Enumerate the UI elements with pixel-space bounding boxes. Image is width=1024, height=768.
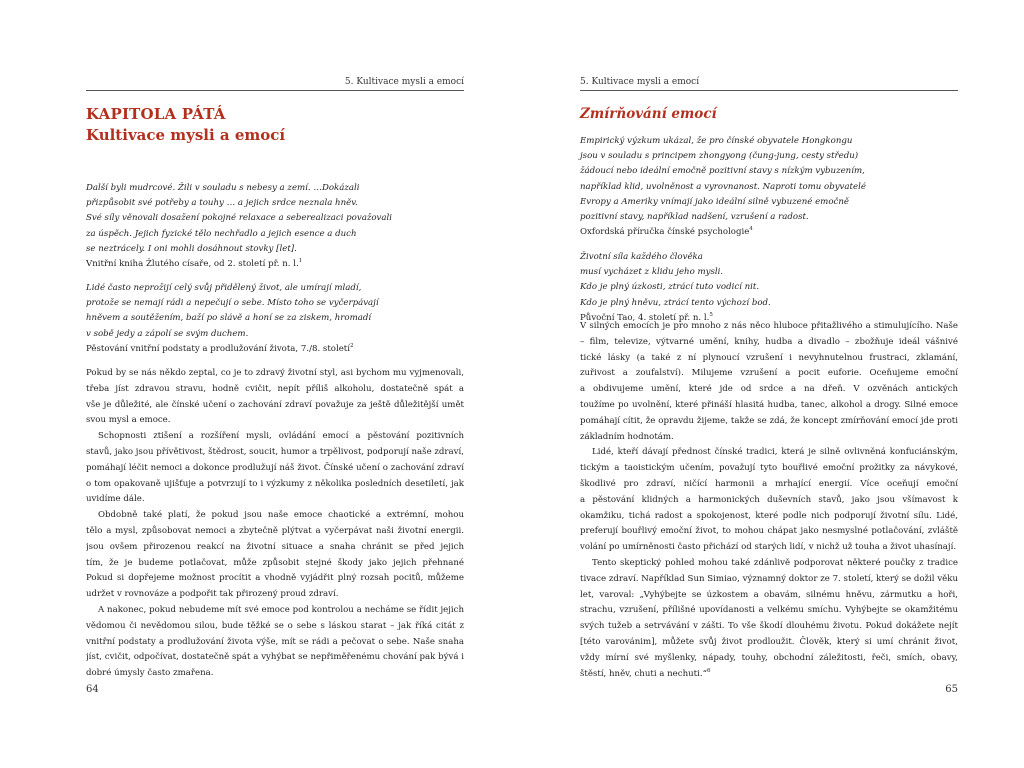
body-line: tické lásky (a také z ní plynoucí vzrušení i nevyhnutelnou frustraci, zklamání,: [580, 352, 958, 363]
section-title: Zmírňování emocí: [580, 106, 717, 122]
epigraph-line: Kdo je plný hněvu, ztrácí tento výchozí bod.: [580, 297, 771, 308]
body-line: dobré úmysly často zmařena.: [86, 668, 214, 679]
body-line: zuřivost a zoufalství). Milujeme vzrušení a pocit euforie. Oceňujeme emoční: [580, 368, 958, 379]
body-line: volání po umírněnosti často přichází od starých lidí, v nichž už touha a život uhasínají.: [580, 542, 957, 553]
epigraph-line: přizpůsobit své potřeby a touhy … a jejich srdce neznala hněv.: [86, 198, 358, 209]
epigraph-1-source: Vnitřní kniha Žlutého císaře, od 2. století př. n. l.$^1$: [86, 258, 303, 270]
body-text: [580, 319, 958, 682]
body-line: tivace zdraví. Například Sun Simiao, významný doktor ze 7. století, který se dožil věku: [580, 573, 958, 584]
body-line: jíst, cvičit, odpočívat, dostatečně spát a vyhýbat se nepřiměřenému chování pak bývá i: [86, 652, 464, 663]
body-line: a pěstování klidných a harmonických duševních stavů, jako jsou všímavost k: [580, 494, 958, 505]
epigraph-line: za úspěch. Jejich fyzické tělo nechřadlo a jejich esence a duch: [86, 228, 357, 239]
right-page: [580, 0, 958, 768]
running-head: 5. Kultivace mysli a emocí: [86, 76, 464, 91]
body-line: svých tužeb a setrvávání v zášti. To vše škodí dlouhému životu. Pokud dokážete nejít: [580, 621, 958, 632]
body-line: svou mysl a emoce.: [86, 415, 171, 426]
epigraph-line: musí vycházet z klidu jeho mysli.: [580, 267, 724, 278]
body-line: Lidé, kteří dávají přednost čínské tradici, která je silně ovlivněná konfuciánským,: [592, 447, 958, 458]
body-line: o tom opakovaně ujišťuje a potvrzují to i výzkumy z několika posledních desetiletí, jak: [86, 478, 464, 489]
body-line: a obdivujeme umění, které jde od srdce a na dřeň. V ozvěnách antických: [580, 384, 958, 395]
chapter-label: KAPITOLA PÁTÁ: [86, 105, 226, 123]
body-line: vše je důležité, ale čínské učení o zachování zdraví považuje za ještě důležitější umět: [86, 399, 464, 410]
body-line: toužíme po uvolnění, které přináší hlasitá hudba, tanec, alkohol a drogy. Silné emoce: [580, 399, 958, 410]
body-line: V silných emocích je pro mnoho z nás něco hluboce přitažlivého a stimulujícího. Naše: [580, 321, 958, 331]
running-head: 5. Kultivace mysli a emocí: [580, 76, 958, 91]
body-line: okamžiku, tichá radost a spokojenost, které podle nich podporují životní sílu. Lidé,: [580, 510, 958, 521]
body-line: A nakonec, pokud nebudeme mít své emoce pod kontrolou a necháme se řídit jejich: [98, 604, 464, 615]
chapter-title: Kultivace mysli a emocí: [86, 126, 286, 144]
epigraph-2: [580, 250, 958, 326]
body-line: Pokud si dopřejeme možnost procítit a vhodně vyjádřit plný rozsah pocitů, můžeme: [86, 573, 464, 584]
body-text: [86, 366, 464, 682]
epigraph-1-source: Oxfordská příručka čínské psychologie$^4$: [580, 226, 753, 238]
page-number: 65: [945, 684, 958, 695]
epigraph-line: Kdo je plný úzkosti, ztrácí tuto vodicí nit.: [580, 282, 760, 293]
page-number: 64: [86, 684, 99, 695]
body-line: tím, že je budeme potlačovat, může způsobit stejné škody jako jejich přehnané: [86, 557, 464, 568]
body-line: – film, televize, výtvarné umění, knihy, hudba a divadlo – zbožňuje ideál vášnivé: [580, 336, 958, 347]
body-line: Obdobně také platí, že pokud jsou naše emoce chaotické a extrémní, mohou: [98, 510, 464, 521]
body-line: pomáhají cítit, že opravdu žijeme, takže se zdá, že koncept zmírňování emocí jde proti: [580, 415, 958, 426]
epigraph-2-source: Půvoční Tao, 4. století př. n. l.$^5$: [580, 311, 713, 323]
epigraph-line: Evropy a Ameriky vnímají jako ideální silně vybuzené emočně: [580, 196, 849, 207]
body-line: stavů, jako jsou přívětivost, štědrost, soucit, humor a trpělivost, podporují naše zdraví,: [86, 446, 464, 457]
epigraph-line: v sobě jedy a zápolí se svým duchem.: [86, 328, 249, 339]
body-line: třeba jíst zdravou stravu, hodně cvičit, nepít příliš alkoholu, dostatečně spát a: [86, 383, 464, 394]
epigraph-line: Další byli mudrcové. Žili v souladu s nebesy a zemí. …Dokázali: [86, 183, 360, 193]
epigraph-line: se neztrácely. I oni mohli dosáhnout stovky [let].: [86, 243, 297, 254]
epigraph-line: hněvem a soutěžením, baží po slávě a honí se za ziskem, hromadí: [86, 313, 372, 324]
epigraph-line: Své síly věnovali dosažení pokojné relaxace a seberealizaci považovali: [86, 213, 393, 224]
body-line: základním hodnotám.: [580, 431, 674, 442]
body-line: preferují bouřlivý emoční život, to mohou chápat jako nesmyslné potlačování, zvláště: [580, 526, 958, 537]
body-line: uvidíme dále.: [86, 494, 145, 505]
body-line: vnitřní podstaty a prodlužování života výše, mít se rádi a pečovat o sebe. Naše snaha: [86, 636, 464, 647]
epigraph-2-lines: [580, 250, 958, 311]
body-line: vědomou či nevědomou silou, bude těžké se o sebe s láskou starat – jak říká citát z: [86, 620, 464, 631]
epigraph-2-lines: [86, 281, 464, 342]
epigraph-1: [86, 181, 464, 272]
body-line: Schopnosti ztišení a rozšíření mysli, ovládání emocí a pěstování pozitivních: [98, 431, 464, 442]
epigraph-1-lines: [580, 134, 958, 225]
body-line: [této varovánim], můžete svůj život prodloužit. Člověk, který si umí chránit život,: [580, 636, 958, 647]
epigraph-line: Empirický výzkum ukázal, že pro čínské obyvatele Hongkongu: [580, 136, 853, 146]
epigraph-line: jsou v souladu s principem zhongyong (čung-jung, cesty středu): [580, 151, 859, 162]
body-line: udržet v rovnováze a podpořit tak přirozený proud zdraví.: [86, 589, 339, 600]
epigraph-line: Lidé často neprožijí celý svůj přidělený život, ale umírají mladí,: [86, 283, 362, 293]
body-line: jsou ovšem přirozenou reakcí na životní situace a snaha chránit se před jejich: [86, 541, 464, 552]
body-line: Pokud by se nás někdo zeptal, co je to zdravý životní styl, asi bychom mu vyjmenovali,: [86, 368, 464, 378]
epigraph-1: [580, 134, 958, 240]
epigraph-line: žádoucí nebo ideální emočně pozitivní stavy s nízkým vybuzením,: [580, 166, 865, 177]
body-line: tickým a taoistickým učením, považují tyto bouřlivé emoční prožitky za návykové,: [580, 463, 958, 474]
body-line: štěstí, hněv, chuti a nechuti.“$^6$: [580, 667, 711, 679]
body-line: Tento skeptický pohled mohou také zdánlivě podporovat některé poučky z tradice: [592, 557, 958, 568]
body-line: let, varoval: „Vyhýbejte se úzkostem a obavám, silnému hněvu, zármutku a hoři,: [580, 589, 958, 600]
epigraph-line: protože se nemají rádi a nepečují o sebe. Místo toho se vyčerpávají: [86, 298, 379, 309]
body-line: pomáhají léčit nemoci a dokonce prodlužují náš život. Čínské učení o zachování zdraví: [86, 462, 464, 473]
epigraph-2: [86, 281, 464, 357]
body-line: tělo a mysl, způsobovat nemoci a zbytečně plýtvat a vyčerpávat naši životní energii.: [86, 525, 464, 536]
body-line: strachu, vzrušení, přílišné upovídanosti a velkému smíchu. Vyhýbejte se okamžitému: [580, 605, 958, 616]
body-line: škodlivé pro zdraví, ničící harmonii a mrhající energií. Více oceňují emoční: [580, 478, 958, 489]
epigraph-line: Životní síla každého člověka: [580, 252, 703, 262]
epigraph-line: například klid, uvolněnost a vyrovnanost. Naproti tomu obyvatelé: [580, 181, 866, 192]
epigraph-1-lines: [86, 181, 464, 257]
epigraph-line: pozitivní stavy, například nadšení, vzrušení a radost.: [580, 212, 809, 223]
epigraph-2-source: Pěstování vnitřní podstaty a prodlužování života, 7./8. století$^2$: [86, 342, 354, 354]
left-page: [86, 0, 464, 768]
body-line: vždy mírní své myšlenky, nápady, touhy, obchodní záležitosti, řeči, smích, obavy,: [580, 652, 958, 663]
